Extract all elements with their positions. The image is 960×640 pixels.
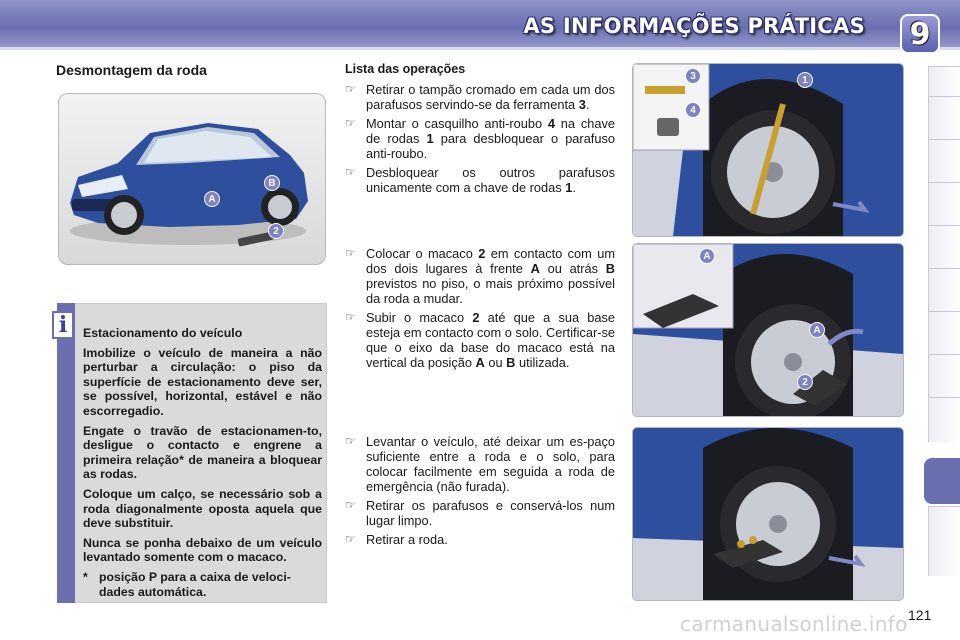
chapter-tab-11[interactable] bbox=[928, 506, 960, 576]
pointing-hand-icon: ☞ bbox=[345, 498, 356, 512]
pointing-hand-icon: ☞ bbox=[345, 246, 356, 260]
operation-step: ☞ Subir o macaco 2 até que a sua base esteja em contacto com o solo. Certificar-se que o eixo da base do macaco está na vertical da posição A ou B utilizada. bbox=[345, 310, 616, 370]
pointing-hand-icon: ☞ bbox=[345, 532, 356, 546]
pointing-hand-icon: ☞ bbox=[345, 82, 356, 96]
operations-group-3 bbox=[345, 434, 615, 551]
info-icon: i bbox=[52, 311, 74, 339]
footnote-text: posição P para a caixa de veloci-dades automática. bbox=[99, 569, 291, 599]
footnote bbox=[83, 570, 322, 599]
chapter-tab-8[interactable] bbox=[928, 354, 960, 399]
operation-step: ☞ Retirar a roda. bbox=[345, 532, 448, 547]
page-number: 121 bbox=[908, 607, 932, 623]
info-box-stripe bbox=[57, 303, 75, 603]
operation-step: ☞ Retirar os parafusos e conservá-los num lugar limpo. bbox=[345, 498, 615, 528]
callout-1: 1 bbox=[797, 72, 813, 88]
operation-step: ☞ Desbloquear os outros parafusos unicamente com a chave de rodas 1. bbox=[345, 165, 615, 195]
callout-A: A bbox=[699, 248, 715, 264]
operation-step: ☞ Retirar o tampão cromado em cada um dos parafusos servindo-se da ferramenta 3. bbox=[345, 82, 615, 112]
info-paragraph: Nunca se ponha debaixo de um veículo levantado somente com o macaco. bbox=[83, 535, 322, 565]
callout-B: B bbox=[264, 175, 280, 191]
info-box-heading: Estacionamento do veículo bbox=[83, 326, 243, 340]
section-title: Desmontagem da roda bbox=[56, 62, 207, 78]
callout-2: 2 bbox=[268, 223, 284, 239]
pointing-hand-icon: ☞ bbox=[345, 310, 356, 324]
wheel-photo-raised bbox=[633, 428, 903, 600]
wheel-photo-jack bbox=[633, 244, 903, 416]
operation-step: ☞ Montar o casquilho anti-roubo 4 na chave de rodas 1 para desbloquear o parafuso anti-roubo. bbox=[345, 116, 615, 161]
chapter-number-badge: 9 bbox=[900, 14, 940, 54]
car-illustration bbox=[58, 93, 326, 265]
callout-A: A bbox=[204, 191, 220, 207]
chapter-tab-6[interactable] bbox=[928, 268, 960, 313]
chapter-tab-7[interactable] bbox=[928, 311, 960, 356]
info-box-content bbox=[83, 326, 322, 599]
chapter-title: AS INFORMAÇÕES PRÁTICAS bbox=[523, 14, 865, 38]
chapter-tabs bbox=[928, 66, 960, 576]
car-illustration-frame bbox=[58, 93, 326, 265]
chapter-tab-9[interactable] bbox=[928, 397, 960, 442]
pointing-hand-icon: ☞ bbox=[345, 165, 356, 179]
info-paragraph: Coloque um calço, se necessário sob a roda diagonalmente oposta aquela que deve substituir. bbox=[83, 486, 322, 531]
callout-2: 2 bbox=[797, 374, 813, 390]
chapter-tab-2[interactable] bbox=[928, 96, 960, 141]
info-paragraph: Engate o travão de estacionamen-to, desligue o contacto e engrene a primeira relação* de maneira a bloquear as rodas. bbox=[83, 423, 322, 482]
operations-title: Lista das operações bbox=[345, 62, 466, 76]
pointing-hand-icon: ☞ bbox=[345, 434, 356, 448]
operations-group-2 bbox=[345, 246, 615, 374]
operation-step: ☞ Colocar o macaco 2 em contacto com um dos dois lugares à frente A ou atrás B previstos no piso, o mais próximo possível da roda a mudar. bbox=[345, 246, 616, 306]
chapter-tab-5[interactable] bbox=[928, 225, 960, 270]
operations-group-1 bbox=[345, 82, 615, 199]
callout-3: 3 bbox=[685, 68, 701, 84]
header-divider bbox=[0, 47, 960, 50]
info-paragraph: Imobilize o veículo de maneira a não perturbar a circulação: o piso da superfície de estacionamento deve ser, se possível, horizontal, estável e não escorregadio. bbox=[83, 345, 322, 418]
chapter-tab-4[interactable] bbox=[928, 182, 960, 227]
pointing-hand-icon: ☞ bbox=[345, 116, 356, 130]
chapter-tab-3[interactable] bbox=[928, 139, 960, 184]
chapter-tab-1[interactable] bbox=[928, 66, 960, 98]
footnote-star: * bbox=[83, 569, 88, 584]
chapter-tab-current[interactable] bbox=[924, 458, 960, 504]
wheel-photo-bolts bbox=[633, 64, 903, 236]
callout-A: A bbox=[809, 322, 825, 338]
watermark: carmanualsonline.info bbox=[680, 612, 908, 636]
operation-step: ☞ Levantar o veículo, até deixar um es-paço suficiente entre a roda e o solo, para colocar facilmente em seguida a roda de emergência (não furada). bbox=[345, 434, 615, 494]
callout-4: 4 bbox=[685, 102, 701, 118]
